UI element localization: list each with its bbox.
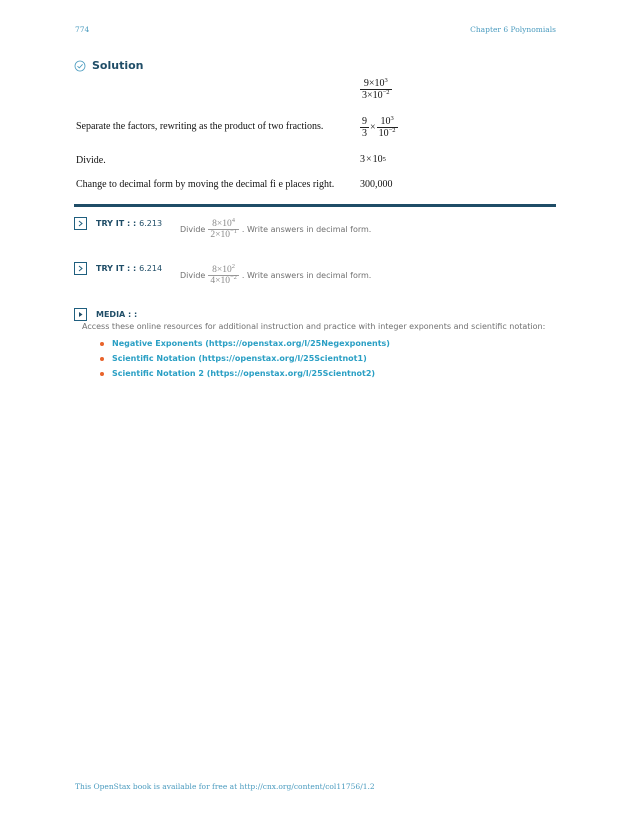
chevron-right-icon (77, 265, 84, 272)
try-it-fraction: $\frac{8\times 10^4}{2\times 10^{-1}}$ (210, 217, 237, 240)
chapter-title: Chapter 6 Polynomials (470, 25, 556, 34)
try-it-expand-button[interactable] (74, 217, 87, 230)
step-1-math: $\frac{9}{3}$ × $\frac{10^3}{10^{-2}}$ (362, 115, 396, 139)
media-intro: Access these online resources for additional instruction and practice with integer exponents and scientific notation: (82, 322, 546, 331)
play-icon (77, 311, 84, 318)
media-heading (74, 308, 137, 321)
try-it-number: 6.214 (139, 264, 163, 273)
media-play-button[interactable] (74, 308, 87, 321)
page-number: 774 (75, 25, 90, 34)
bullet-icon (100, 372, 104, 376)
list-item[interactable] (100, 336, 390, 351)
try-it-question: Divide $\frac{8\times 10^4}{2\times 10^{-1}}$ . Write answers in decimal form. (180, 217, 372, 240)
media-link-list (100, 336, 390, 381)
section-divider (74, 204, 556, 207)
solution-expression: $\frac{9\times 10^3}{3\times 10^{-2}}$ (362, 77, 390, 101)
chevron-right-icon (77, 220, 84, 227)
media-link-scientific-notation[interactable]: Scientific Notation (https://openstax.org/l/25Scientnot1) (112, 354, 367, 363)
step-2-math: 3 × 10 5 (360, 154, 386, 165)
try-it-label: TRY IT : : (96, 264, 137, 273)
step-2-text: Divide. (76, 155, 106, 166)
try-it-label: TRY IT : : (96, 219, 137, 228)
media-link-scientific-notation-2[interactable]: Scientific Notation 2 (https://openstax.org/l/25Scientnot2) (112, 369, 376, 378)
list-item[interactable] (100, 351, 390, 366)
step-1-text: Separate the factors, rewriting as the product of two fractions. (76, 121, 324, 132)
try-it-question: Divide $\frac{8\times 10^2}{4\times 10^{-2}}$ . Write answers in decimal form. (180, 263, 372, 286)
step-3-result: 300,000 (360, 179, 393, 190)
try-it-expand-button[interactable] (74, 262, 87, 275)
try-it-6-213 (74, 217, 162, 230)
solution-title: Solution (92, 59, 144, 72)
page-footer[interactable]: This OpenStax book is available for free at http://cnx.org/content/col11756/1.2 (75, 782, 375, 791)
try-it-6-214 (74, 262, 162, 275)
media-link-negative-exponents[interactable]: Negative Exponents (https://openstax.org/l/25Negexponents) (112, 339, 390, 348)
media-label: MEDIA : : (96, 310, 138, 319)
list-item[interactable] (100, 366, 390, 381)
bullet-icon (100, 342, 104, 346)
try-it-number: 6.213 (139, 219, 163, 228)
step-3-text: Change to decimal form by moving the decimal fi e places right. (76, 179, 335, 190)
try-it-fraction: $\frac{8\times 10^2}{4\times 10^{-2}}$ (210, 263, 237, 286)
bullet-icon (100, 357, 104, 361)
check-circle-icon (74, 60, 86, 72)
solution-heading (74, 59, 144, 72)
